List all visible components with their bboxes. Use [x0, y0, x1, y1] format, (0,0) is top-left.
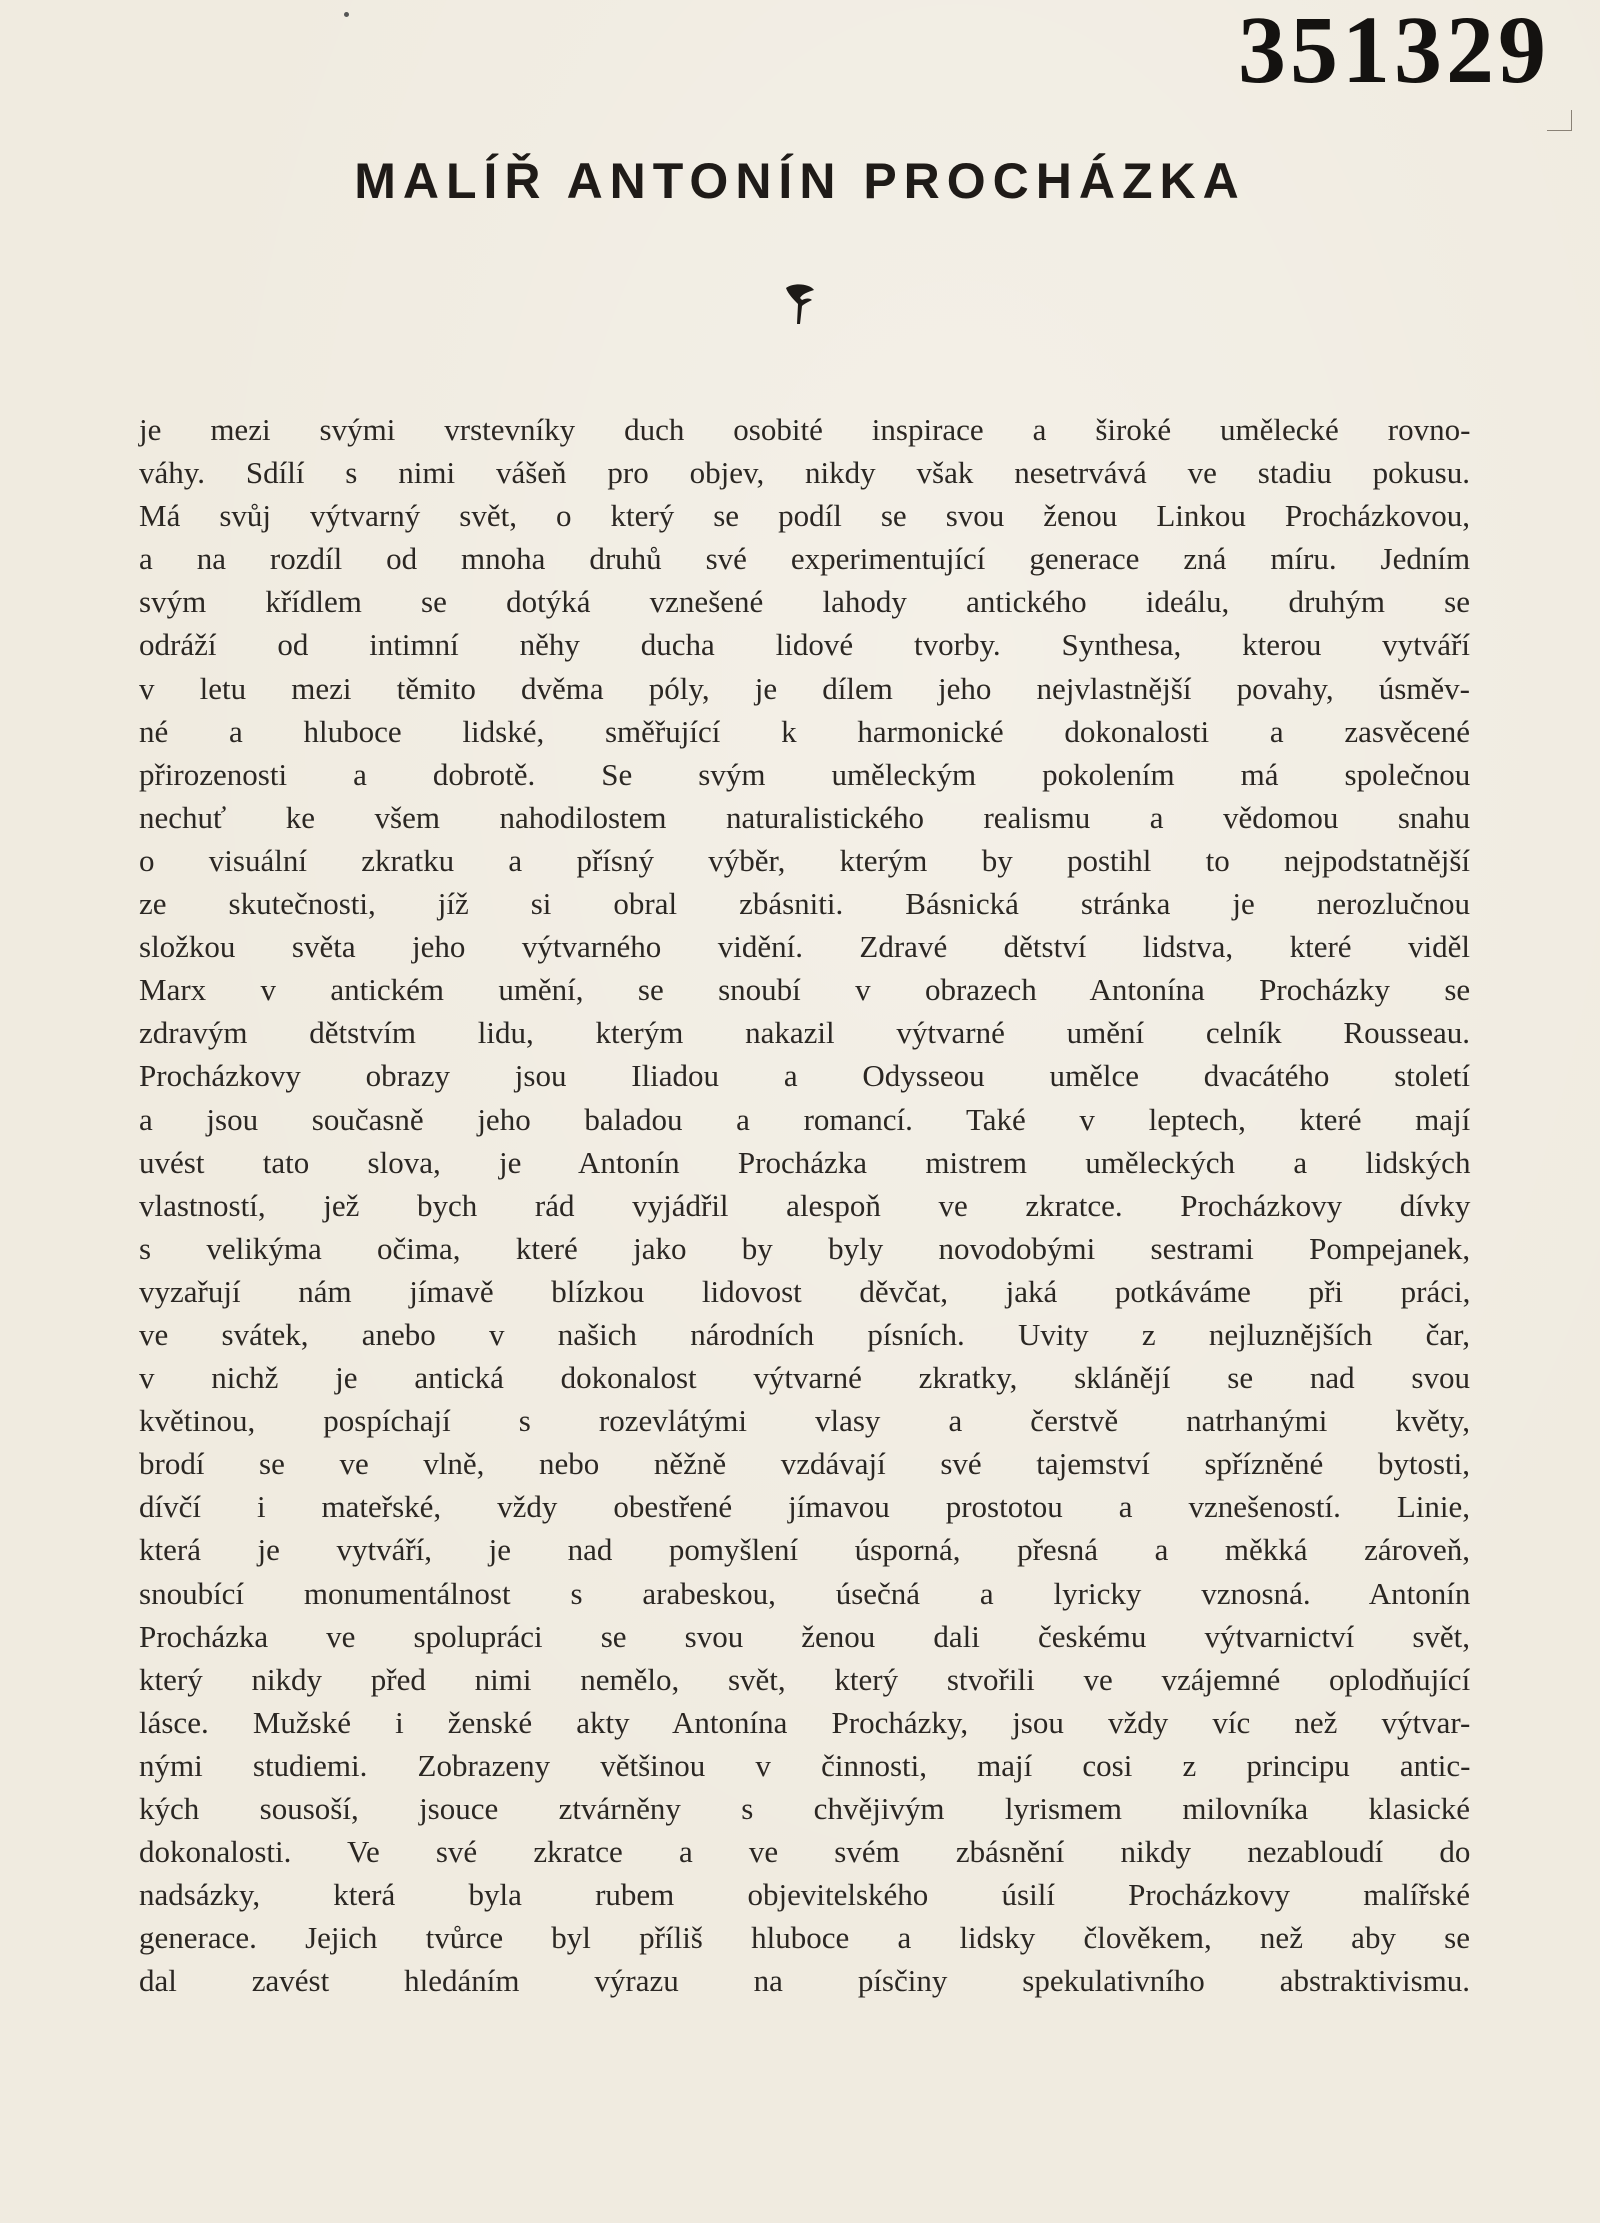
- text-line: váhy. Sdílí s nimi vášeň pro objev, nikdy však nesetrvává ve stadiu pokusu.: [139, 455, 1470, 491]
- text-line: brodí se ve vlně, nebo něžně vzdávají své tajemství spřízněné bytosti,: [139, 1446, 1470, 1482]
- text-line: dívčí i mateřské, vždy obestřené jímavou prostotou a vznešeností. Linie,: [139, 1489, 1471, 1525]
- text-line: Má svůj výtvarný svět, o který se podíl se svou ženou Linkou Procházkovou,: [139, 498, 1470, 534]
- text-line: Procházka ve spolupráci se svou ženou dali českému výtvarnictví svět,: [139, 1618, 1471, 1654]
- ink-speck: [344, 12, 349, 17]
- text-line: dokonalosti. Ve své zkratce a ve svém zbásnění nikdy nezabloudí do: [139, 1834, 1471, 1870]
- text-line: přirozenosti a dobrotě. Se svým uměleckým pokolením má společnou: [139, 756, 1471, 792]
- text-line: ve svátek, anebo v našich národních písních. Uvity z nejluznějších čar,: [139, 1316, 1470, 1352]
- page-title: MALÍŘ ANTONÍN PROCHÁZKA: [354, 153, 1246, 209]
- text-line: né a hluboce lidské, směřující k harmonické dokonalosti a zasvěcené: [139, 713, 1470, 749]
- text-line: ze skutečnosti, jíž si obral zbásniti. Básnická stránka je nerozlučnou: [139, 886, 1470, 922]
- text-line: a jsou současně jeho baladou a romancí. Také v leptech, které mají: [139, 1101, 1471, 1137]
- text-line: svým křídlem se dotýká vznešené lahody antického ideálu, druhým se: [139, 584, 1470, 620]
- text-line: Procházkovy obrazy jsou Iliadou a Odysseou umělce dvacátého století: [139, 1058, 1470, 1094]
- text-line: dal zavést hledáním výrazu na písčiny spekulativního abstraktivismu.: [139, 1963, 1470, 1999]
- text-line: nými studiemi. Zobrazeny většinou v činnosti, mají cosi z principu antic-: [139, 1747, 1471, 1783]
- text-line: v letu mezi těmito dvěma póly, je dílem jeho nejvlastnější povahy, úsměv-: [139, 670, 1470, 706]
- catalog-number: 351329: [1238, 0, 1550, 103]
- text-line: nechuť ke všem nahodilostem naturalistického realismu a vědomou snahu: [139, 799, 1471, 835]
- text-line: nadsázky, která byla rubem objevitelského úsilí Procházkovy malířské: [139, 1877, 1470, 1913]
- text-line: kých sousoší, jsouce ztvárněny s chvějivým lyrismem milovníka klasické: [139, 1791, 1471, 1826]
- body-text: [139, 408, 1470, 2002]
- text-line: Marx v antickém umění, se snoubí v obrazech Antonína Procházky se: [139, 972, 1471, 1008]
- text-line: generace. Jejich tvůrce byl příliš hluboce a lidsky člověkem, než aby se: [139, 1920, 1470, 1956]
- text-line: který nikdy před nimi nemělo, svět, který stvořili ve vzájemné oplodňující: [139, 1661, 1471, 1697]
- text-line: v nichž je antická dokonalost výtvarné zkratky, sklánějí se nad svou: [139, 1360, 1470, 1396]
- text-line: s velikýma očima, které jako by byly novodobými sestrami Pompejanek,: [139, 1230, 1471, 1266]
- text-line: a na rozdíl od mnoha druhů své experimentující generace zná míru. Jedním: [139, 541, 1471, 577]
- text-line: uvést tato slova, je Antonín Procházka mistrem uměleckých a lidských: [139, 1144, 1471, 1180]
- text-line: o visuální zkratku a přísný výběr, kterým by postihl to nejpodstatnější: [139, 842, 1470, 878]
- text-line: zdravým dětstvím lidu, kterým nakazil výtvarné umění celník Rousseau.: [139, 1015, 1470, 1051]
- text-line: vyzařují nám jímavě blízkou lidovost děvčat, jaká potkáváme při práci,: [139, 1273, 1471, 1309]
- text-line: lásce. Mužské i ženské akty Antonína Procházky, jsou vždy víc než výtvar-: [139, 1704, 1471, 1740]
- text-line: odráží od intimní něhy ducha lidové tvorby. Synthesa, kterou vytváří: [139, 627, 1470, 663]
- text-line: je mezi svými vrstevníky duch osobité inspirace a široké umělecké rovno-: [139, 412, 1471, 447]
- text-line: snoubící monumentálnost s arabeskou, úsečná a lyricky vznosná. Antonín: [139, 1575, 1471, 1611]
- leaf-ornament-icon: [780, 280, 820, 330]
- corner-crop-mark: [1547, 110, 1572, 131]
- text-line: květinou, pospíchají s rozevlátými vlasy a čerstvě natrhanými květy,: [139, 1403, 1470, 1439]
- text-line: která je vytváří, je nad pomyšlení úsporná, přesná a měkká zároveň,: [139, 1532, 1470, 1568]
- text-line: vlastností, jež bych rád vyjádřil alespoň ve zkratce. Procházkovy dívky: [139, 1187, 1471, 1223]
- text-line: složkou světa jeho výtvarného vidění. Zdravé dětství lidstva, které viděl: [139, 929, 1470, 965]
